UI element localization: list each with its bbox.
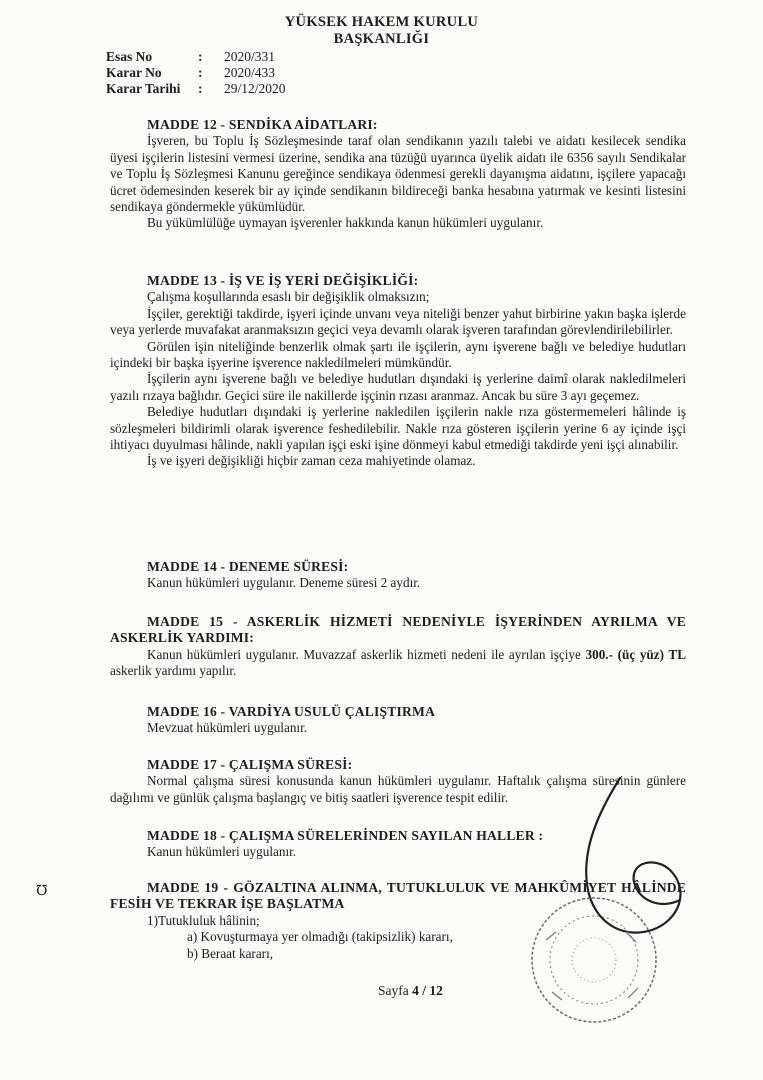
meta-sep: :: [198, 49, 203, 64]
article-title: MADDE 17 - ÇALIŞMA SÜRESİ:: [147, 757, 353, 772]
article-paragraph: Çalışma koşullarında esaslı bir değişiklik olmaksızın;: [147, 289, 430, 305]
article-paragraph: İşçiler, gerektiği takdirde, işyeri içinde unvanı veya niteliği benzer yahut birbirine yakın başka işlerde veya yerlerde muvafakat aranmaksızın geçici veya devamlı olarak işveren tarafından görevlendirilebilirler.: [110, 305, 686, 338]
article-14: [110, 559, 686, 592]
meta-value: 29/12/2020: [224, 81, 286, 96]
meta-row-esas: [106, 49, 286, 65]
article-paragraph: Kanun hükümleri uygulanır.: [147, 844, 297, 860]
margin-mark: ℧: [36, 884, 48, 899]
page-prefix: Sayfa: [378, 983, 413, 998]
article-15: [110, 614, 686, 680]
meta-label: Karar No: [106, 65, 162, 80]
meta-row-tarih: [106, 81, 286, 97]
header-institution: YÜKSEK HAKEM KURULU: [284, 14, 479, 30]
text-run: Kanun hükümleri uygulanır. Muvazzaf askerlik hizmeti nedeni ile ayrılan işçiye: [147, 646, 586, 662]
article-16: [110, 704, 686, 737]
article-paragraph: 1)Tutukluluk hâlinin;: [147, 912, 260, 928]
meta-sep: :: [198, 65, 203, 80]
article-paragraph: [110, 647, 686, 680]
article-paragraph: Bu yükümlülüğe uymayan işverenler hakkında kanun hükümleri uygulanır.: [147, 215, 544, 231]
article-title: MADDE 18 - ÇALIŞMA SÜRELERİNDEN SAYILAN HALLER :: [147, 828, 544, 843]
article-title: MADDE 13 - İŞ VE İŞ YERİ DEĞİŞİKLİĞİ:: [147, 273, 419, 288]
text-run: askerlik yardımı yapılır.: [110, 663, 237, 679]
meta-label: Karar Tarihi: [106, 81, 181, 96]
article-subitem: a) Kovuşturmaya yer olmadığı (takipsizlik) kararı,: [187, 929, 453, 945]
article-13: [110, 273, 686, 470]
article-paragraph: Kanun hükümleri uygulanır. Deneme süresi 2 aydır.: [147, 575, 421, 591]
article-subitem: b) Beraat kararı,: [187, 945, 274, 961]
article-title: MADDE 19 - GÖZALTINA ALINMA, TUTUKLULUK VE MAHKÛMİYET HÂLİNDE FESİH VE TEKRAR İŞE BAŞLATMA: [110, 880, 686, 912]
case-meta: [106, 49, 286, 97]
article-paragraph: İşveren, bu Toplu İş Sözleşmesinde taraf olan sendikanın yazılı talebi ve aidatı kesilecek sendika üyesi işçilerin listesini vermesi üzerine, sendika ana tüzüğü uyarınca üyelik aidatı ile 6356 sayılı Sendikalar ve Toplu İş Sözleşmesi Kanunu gereğince sendikaya ödenmesi gerekli dayanışma aidatını, işçilere yapacağı ücret ödemesinden keserek bir ay içinde sendikanın bildireceği banka hesabına yatırmak ve kesinti listesini sendikaya göndermekle yükümlüdür.: [110, 133, 686, 215]
meta-row-karar: [106, 65, 286, 81]
article-paragraph: İş ve işyeri değişikliği hiçbir zaman ceza mahiyetinde olamaz.: [147, 453, 476, 469]
page-count: 4 / 12: [412, 983, 443, 998]
article-title: MADDE 16 - VARDİYA USULÜ ÇALIŞTIRMA: [147, 704, 436, 719]
article-paragraph: İşçilerin aynı işverene bağlı ve belediye hudutları dışındaki iş yerlerine daimî olarak nakledilmeleri yazılı rızaya bağlıdır. Geçici süre ile nakillerde işçinin rızası aranmaz. Ancak bu süre 3 ayı geçemez.: [110, 371, 686, 403]
article-title: MADDE 14 - DENEME SÜRESİ:: [147, 559, 349, 574]
article-title: MADDE 12 - SENDİKA AİDATLARI:: [147, 117, 378, 132]
header-department: BAŞKANLIĞI: [333, 31, 430, 47]
meta-label: Esas No: [106, 49, 153, 64]
meta-value: 2020/433: [224, 65, 276, 80]
article-paragraph: Normal çalışma süresi konusunda kanun hükümleri uygulanır. Haftalık çalışma süresinin günlere dağılımı ve günlük çalışma başlangıç ve bitiş saatleri işverence tespit edilir.: [110, 773, 686, 805]
amount-bold: 300.- (üç yüz) TL: [585, 646, 686, 662]
article-title: MADDE 15 - ASKERLİK HİZMETİ NEDENİYLE İŞYERİNDEN AYRILMA VE ASKERLİK YARDIMI:: [110, 614, 686, 646]
article-paragraph: Belediye hudutları dışındaki iş yerlerine nakledilen işçilerin nakle rıza göstermemeleri hâlinde iş sözleşmeleri bildirimli olarak işverence feshedilebilir. Nakle rıza gösteren işçilerin yerine 6 ay içinde işçi ihtiyacı duyulması hâlinde, nakli yapılan işçi eski işine dönmeyi kabul etmediği takdirde yeni işçi alınabilir.: [110, 404, 686, 453]
meta-sep: :: [198, 81, 203, 96]
article-paragraph: Mevzuat hükümleri uygulanır.: [147, 720, 308, 736]
article-12: [110, 117, 686, 232]
article-paragraph: Görülen işin niteliğinde benzerlik olmak şartı ile işçilerin, aynı işverene bağlı ve belediye hudutları içindeki bir başka işyerine işverence nakledilmeleri mümkündür.: [110, 338, 686, 371]
official-stamp: [516, 880, 666, 1040]
page-number: [378, 983, 443, 999]
meta-value: 2020/331: [224, 49, 276, 64]
